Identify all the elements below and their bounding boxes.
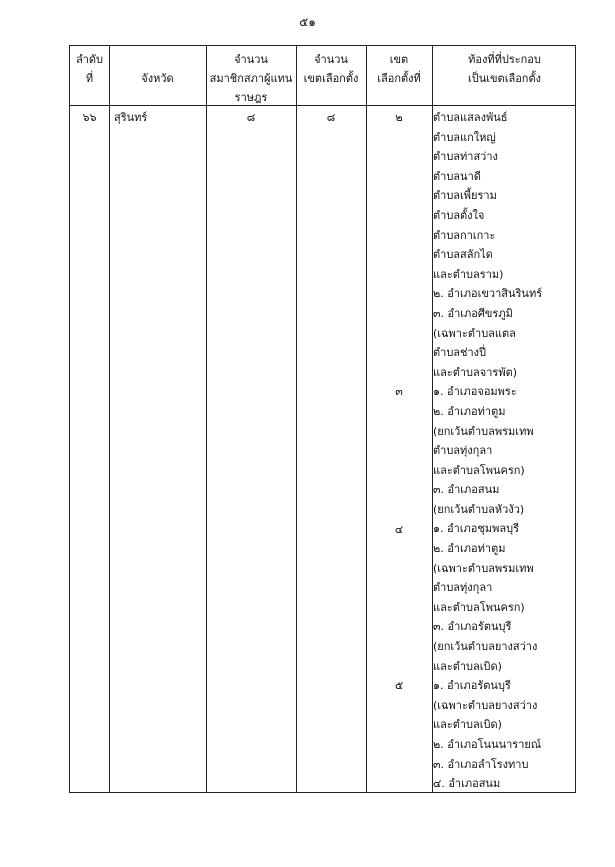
header-members-line: สมาชิกสภาผู้แทน [209, 72, 293, 85]
district-line: ๒. อำเภอโนนนารายณ์ [433, 738, 542, 751]
header-members [206, 50, 296, 107]
header-zone [366, 50, 432, 88]
district-line: (ยกเว้นตำบลยางสว่าง [433, 640, 538, 654]
district-line: (ยกเว้นตำบลพรมเทพ [433, 424, 534, 438]
district-line: ตำบลท่าสว่าง [433, 150, 498, 164]
header-zones [296, 50, 366, 88]
row-order: ๖๖ [82, 111, 97, 124]
column-divider [296, 46, 297, 792]
district-line: ตำบลกาเกาะ [433, 228, 496, 242]
page-number: ๕๑ [299, 15, 316, 29]
header-province: จังหวัด [141, 72, 174, 85]
column-divider [206, 46, 207, 792]
row-province: สุรินทร์ [114, 111, 148, 124]
district-line: ตำบลแสลงพันธ์ [433, 111, 508, 124]
header-order-line: ที่ [85, 72, 94, 85]
header-zone-line: เลือกตั้งที่ [377, 72, 421, 85]
district-line: ตำบลช่างปี่ [433, 346, 487, 360]
district-line: ๓. อำเภอลำโรงทาบ [433, 757, 529, 771]
zone-number: ๒ [395, 111, 403, 124]
district-line: และตำบลเบิด) [433, 659, 502, 673]
header-order [70, 50, 109, 88]
row-zones: ๘ [326, 111, 336, 124]
district-line: ตำบลทุ่งกุลา [433, 444, 493, 458]
zone-number: ๕ [394, 679, 404, 693]
header-zone-line: เขต [389, 53, 409, 66]
header-divider [70, 105, 575, 106]
district-line: ๓. อำเภอศีขรภูมิ [433, 306, 513, 320]
header-area [432, 50, 577, 88]
district-line: (ยกเว้นตำบลหัวงัว) [433, 502, 525, 516]
district-line: และตำบลโพนครก) [433, 463, 525, 477]
district-line: ๑. อำเภอรัตนบุรี [433, 679, 511, 693]
header-order-line: ลำดับ [75, 53, 104, 66]
district-line: และตำบลโพนครก) [433, 600, 525, 614]
district-list [433, 108, 575, 794]
district-line: ตำบลนาดี [433, 169, 481, 183]
header-zones-line: เขตเลือกตั้ง [303, 72, 359, 85]
zone-number: ๓ [395, 385, 403, 399]
district-line: ตำบลสลักได [433, 248, 493, 262]
district-line: ๔. อำเภอสนม [433, 777, 501, 791]
zone-number: ๔ [394, 522, 404, 536]
header-zones-line: จำนวน [314, 53, 348, 66]
district-line: ตำบลตั้งใจ [433, 208, 485, 222]
district-line: ตำบลแกใหญ่ [433, 130, 496, 144]
district-line: และตำบลจารพัต) [433, 365, 517, 379]
row-members: ๘ [246, 111, 256, 124]
district-line: ๓. อำเภอสนม [433, 483, 500, 497]
column-divider [109, 46, 110, 792]
district-line: ๑. อำเภอชุมพลบุรี [433, 522, 519, 536]
district-line: ตำบลเพี้ยราม [433, 189, 497, 203]
district-line: ๒. อำเภอเขวาสินรินทร์ [433, 287, 543, 301]
district-line: และตำบลราม) [433, 267, 504, 281]
header-area-line: เป็นเขตเลือกตั้ง [468, 72, 541, 85]
district-line: ๒. อำเภอท่าตูม [433, 542, 506, 556]
header-members-line: จำนวน [234, 53, 268, 66]
district-line: (เฉพาะตำบลยางสว่าง [433, 698, 538, 712]
district-line: (เฉพาะตำบลพรมเทพ [433, 561, 534, 575]
district-line: และตำบลเบิด) [433, 718, 502, 732]
district-line: (เฉพาะตำบลแตล [433, 326, 516, 340]
header-area-line: ท้องที่ที่ประกอบ [468, 53, 541, 66]
district-line: ตำบลทุ่งกุลา [433, 581, 493, 595]
district-line: ๑. อำเภอจอมพระ [433, 385, 517, 399]
district-line: ๓. อำเภอรัตนบุรี [433, 620, 512, 634]
header-members-line: ราษฎร [234, 91, 268, 104]
election-zone-table [69, 45, 576, 793]
district-line: ๒. อำเภอท่าตูม [433, 404, 506, 418]
